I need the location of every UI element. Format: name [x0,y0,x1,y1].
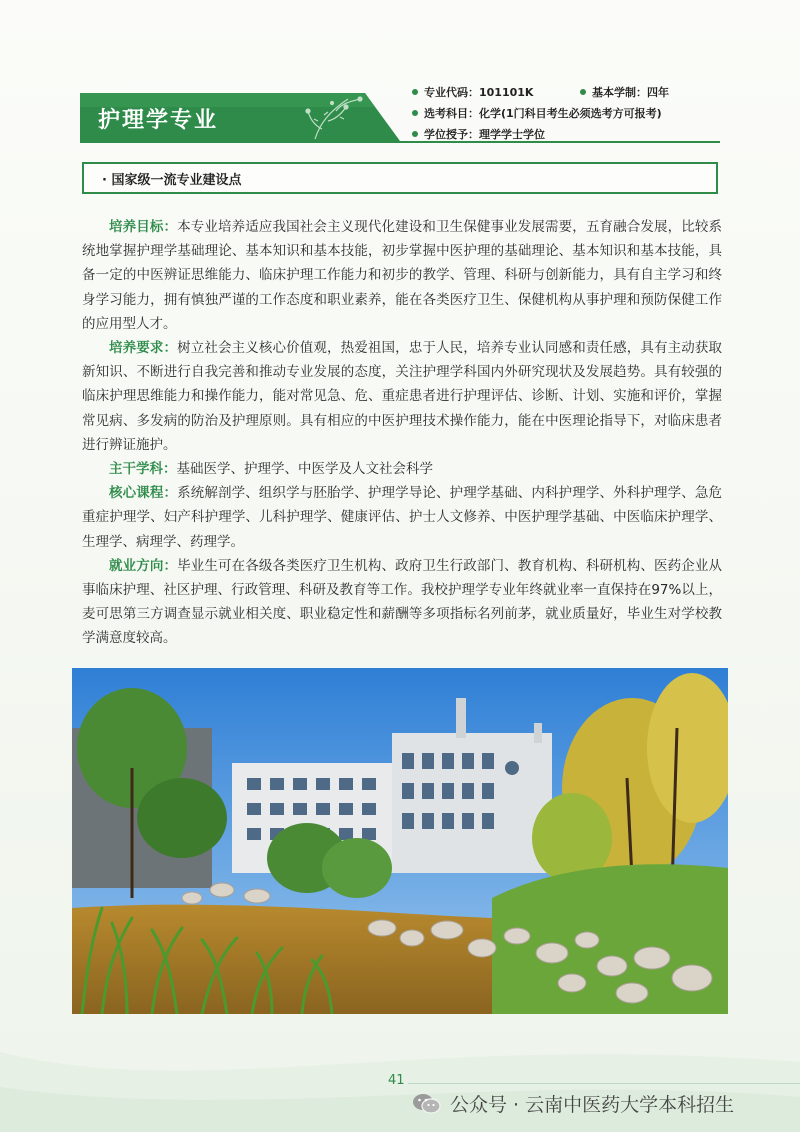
section-goal [82,215,722,336]
wechat-account-text: 公众号 · 云南中医药大学本科招生 [450,1094,735,1116]
bullet-icon [412,89,418,95]
info-degree [412,126,545,142]
info-degree-value: 理学学士学位 [479,128,545,141]
section-main-subjects-label: 主干学科： [109,461,177,478]
body-content [82,215,722,651]
section-requirements-text: 树立社会主义核心价值观，热爱祖国，忠于人民，培养专业认同感和责任感，具有主动获取新知识、不断进行自我完善和推动专业发展的态度，关注护理学科国内外研究现状及发展趋势。具有较强的临床护理思维能力和操作能力，能对常见急、危、重症患者进行护理评估、诊断、计划、实施和评价，掌握常见病、多发病的防治及护理原则。具有相应的中医护理技术操作能力，能在中医理论指导下，对临床患者进行辨证施护。 [82,340,722,453]
info-code-label: 专业代码： [424,86,479,99]
section-main-subjects [82,457,722,481]
section-core-courses [82,481,722,554]
info-subject [412,105,662,121]
section-goal-text: 本专业培养适应我国社会主义现代化建设和卫生保健事业发展需要，五育融合发展，比较系统地掌握护理学基础理论、基本知识和基本技能，初步掌握中医护理的基础理论、基本知识和基本技能，具备一定的中医辨证思维能力、临床护理工作能力和初步的教学、管理、科研与创新能力，具有自主学习和终身学习能力，拥有慎独严谨的工作态度和职业素养，能在各类医疗卫生、保健机构从事护理和预防保健工作的应用型人才。 [82,219,722,332]
page-number: 41 [388,1073,405,1088]
info-duration-value: 四年 [647,86,669,99]
bullet-icon [412,110,418,116]
highlight-box [82,162,718,194]
wechat-icon [412,1092,442,1116]
info-duration-label: 基本学制： [592,86,647,99]
info-subject-value: 化学(1门科目考生必须选考方可报考) [479,107,662,120]
info-code-value: 101101K [479,85,534,99]
section-employment-text: 毕业生可在各级各类医疗卫生机构、政府卫生行政部门、教育机构、科研机构、医药企业从事临床护理、社区护理、行政管理、科研及教育等工作。我校护理学专业年终就业率一直保持在97%以上，麦可思第三方调查显示就业相关度、职业稳定性和薪酬等多项指标名列前茅，就业质量好，毕业生对学校教学满意度较高。 [82,557,722,647]
section-main-subjects-text: 基础医学、护理学、中医学及人文社会科学 [176,461,433,478]
bullet-icon [580,89,586,95]
section-requirements-label: 培养要求： [109,340,178,357]
section-employment [82,554,722,651]
section-core-courses-text: 系统解剖学、组织学与胚胎学、护理学导论、护理学基础、内科护理学、外科护理学、急危重症护理学、妇产科护理学、儿科护理学、健康评估、护士人文修养、中医护理学基础、中医临床护理学、生理学、病理学、药理学。 [82,485,722,550]
bullet-icon [412,131,418,137]
section-employment-label: 就业方向： [109,557,178,574]
footer-rule [408,1083,800,1084]
page-title: 护理学专业 [98,108,219,133]
wechat-badge [412,1090,734,1117]
info-subject-label: 选考科目： [424,107,479,120]
info-code [412,84,533,100]
section-core-courses-label: 核心课程： [109,485,178,502]
header-rule [80,141,720,143]
highlight-text: · 国家级一流专业建设点 [102,172,242,188]
section-goal-label: 培养目标： [109,219,178,235]
campus-photo [72,668,728,1014]
section-requirements [82,336,722,457]
info-degree-label: 学位授予： [424,128,479,141]
info-duration [580,84,669,100]
